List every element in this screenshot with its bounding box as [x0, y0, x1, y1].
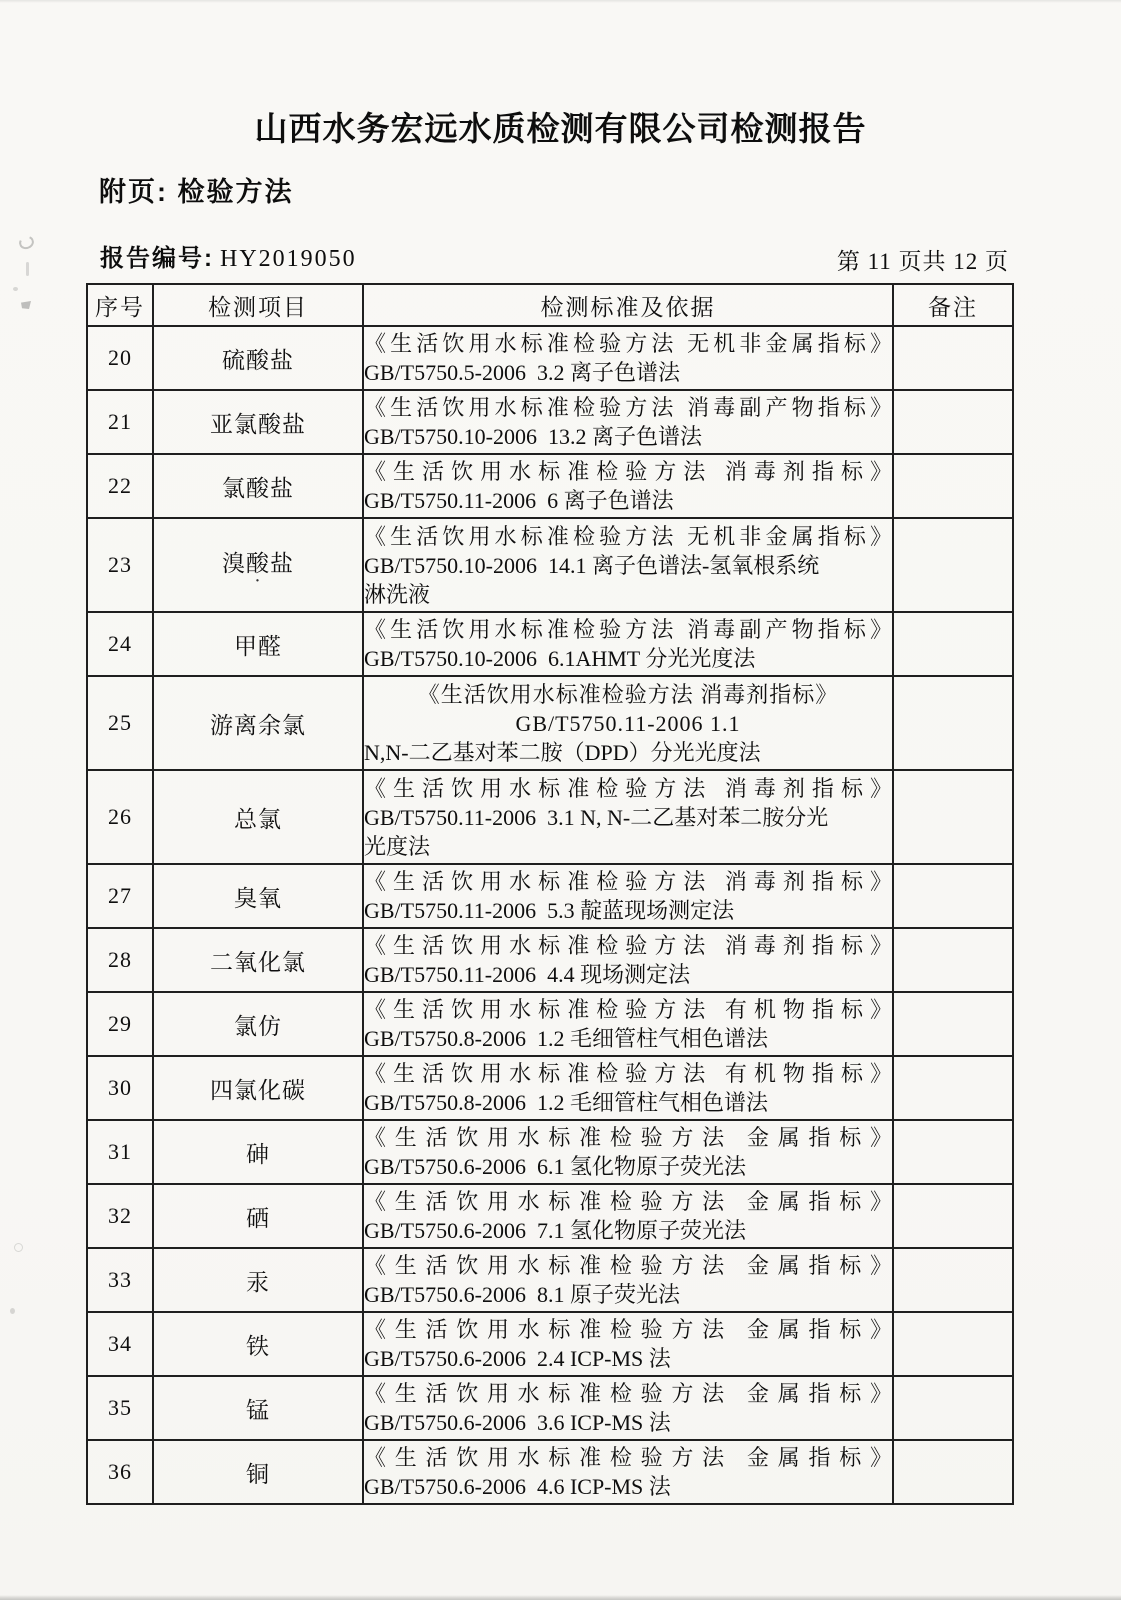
method-standard-line: 《生活饮用水标准检验方法 金属指标》 [364, 1317, 892, 1342]
report-number [100, 238, 357, 273]
page-indicator: 第 11 页共 12 页 [836, 249, 1009, 274]
table-row [87, 1440, 1013, 1504]
test-item-name: 锰 [246, 1397, 270, 1423]
method-standard-line: 《生活饮用水标准检验方法 消毒剂指标》 [364, 869, 892, 894]
col-header-seq: 序号 [87, 284, 153, 326]
row-number-cell: 30 [87, 1056, 153, 1120]
method-standard-line: GB/T5750.6-2006 4.6 ICP-MS 法 [364, 1474, 671, 1499]
row-number-cell: 28 [87, 928, 153, 992]
remark-cell [893, 390, 1013, 454]
table-row [87, 1312, 1013, 1376]
scan-edge-shadow [0, 0, 1121, 3]
method-standard-line: GB/T5750.11-2006 6 离子色谱法 [364, 488, 674, 513]
test-item-cell [153, 992, 363, 1056]
col-header-remark: 备注 [893, 284, 1013, 326]
table-row [87, 928, 1013, 992]
method-standard-cell [363, 1120, 893, 1184]
method-standard-cell [363, 1376, 893, 1440]
remark-cell [893, 1248, 1013, 1312]
method-standard-line: GB/T5750.11-2006 4.4 现场测定法 [364, 962, 691, 987]
test-item-name: 硫酸盐 [222, 347, 294, 373]
remark-cell [893, 612, 1013, 676]
method-standard-line: 《生活饮用水标准检验方法 消毒副产物指标》 [364, 395, 892, 420]
col-header-standard: 检测标准及依据 [363, 284, 893, 326]
test-item-cell [153, 390, 363, 454]
test-item-cell [153, 454, 363, 518]
row-number-cell: 21 [87, 390, 153, 454]
test-item-name: 臭氧 [234, 885, 282, 911]
table-row [87, 1056, 1013, 1120]
method-standard-line: GB/T5750.5-2006 3.2 离子色谱法 [364, 360, 680, 385]
remark-cell [893, 864, 1013, 928]
table-header-row [87, 284, 1013, 326]
test-item-cell [153, 1376, 363, 1440]
test-item-cell [153, 928, 363, 992]
method-standard-cell [363, 864, 893, 928]
test-item-cell [153, 1120, 363, 1184]
row-number-cell: 23 [87, 518, 153, 612]
method-standard-line: GB/T5750.10-2006 13.2 离子色谱法 [364, 424, 702, 449]
test-item-name: 甲醛 [234, 633, 282, 659]
table-row [87, 454, 1013, 518]
method-standard-line: 《生活饮用水标准检验方法 有机物指标》 [364, 997, 892, 1022]
remark-cell [893, 518, 1013, 612]
test-item-name: 总氯 [234, 806, 282, 832]
scan-artifact-speck [10, 1308, 15, 1314]
test-item-cell [153, 770, 363, 864]
method-standard-line: 《生活饮用水标准检验方法 金属指标》 [364, 1189, 892, 1214]
row-number-cell: 25 [87, 676, 153, 770]
col-header-item: 检测项目 [153, 284, 363, 326]
scan-artifact-speck [26, 262, 29, 276]
method-standard-cell [363, 390, 893, 454]
method-standard-line: GB/T5750.6-2006 7.1 氢化物原子荧光法 [364, 1218, 746, 1243]
method-standard-line: 《生活饮用水标准检验方法 金属指标》 [364, 1125, 892, 1150]
scan-artifact-dot: · [254, 569, 262, 592]
remark-cell [893, 1312, 1013, 1376]
method-standard-line: 《生活饮用水标准检验方法 无机非金属指标》 [364, 523, 892, 549]
test-item-name: 汞 [246, 1269, 270, 1295]
row-number-cell: 32 [87, 1184, 153, 1248]
method-standard-cell [363, 518, 893, 612]
scan-edge-shadow [0, 1595, 1121, 1600]
row-number-cell: 36 [87, 1440, 153, 1504]
method-standard-cell [363, 1312, 893, 1376]
method-standard-line: 《生活饮用水标准检验方法 消毒剂指标》 [364, 775, 892, 801]
test-item-name: 砷 [246, 1141, 270, 1167]
method-standard-cell [363, 770, 893, 864]
row-number-cell: 34 [87, 1312, 153, 1376]
method-standard-cell [363, 612, 893, 676]
method-standard-cell [363, 454, 893, 518]
row-number-cell: 26 [87, 770, 153, 864]
test-item-cell [153, 518, 363, 612]
method-standard-line: GB/T5750.11-2006 3.1 N, N-二乙基对苯二胺分光 [364, 804, 829, 830]
table-row [87, 1248, 1013, 1312]
test-item-name: 溴酸盐 [222, 550, 294, 576]
table-row [87, 518, 1013, 612]
test-item-cell [153, 612, 363, 676]
table-row [87, 676, 1013, 770]
methods-table [86, 283, 1014, 1505]
method-standard-line: GB/T5750.8-2006 1.2 毛细管柱气相色谱法 [364, 1026, 768, 1051]
test-item-name: 氯仿 [234, 1013, 282, 1039]
remark-cell [893, 1120, 1013, 1184]
method-standard-cell [363, 1184, 893, 1248]
method-standard-line: 《生活饮用水标准检验方法 金属指标》 [364, 1381, 892, 1406]
method-standard-line: 《生活饮用水标准检验方法 消毒剂指标》 [417, 681, 839, 707]
method-standard-line: GB/T5750.10-2006 14.1 离子色谱法-氢氧根系统 [364, 552, 820, 578]
method-standard-line: 《生活饮用水标准检验方法 有机物指标》 [364, 1061, 892, 1086]
method-standard-line: 《生活饮用水标准检验方法 金属指标》 [364, 1253, 892, 1278]
remark-cell [893, 1440, 1013, 1504]
table-row [87, 864, 1013, 928]
scan-artifact-speck [21, 301, 31, 309]
method-standard-cell [363, 992, 893, 1056]
test-item-cell [153, 1248, 363, 1312]
test-item-name: 铜 [246, 1461, 270, 1487]
table-row [87, 1184, 1013, 1248]
method-standard-line: GB/T5750.6-2006 8.1 原子荧光法 [364, 1282, 680, 1307]
row-number-cell: 22 [87, 454, 153, 518]
table-row [87, 390, 1013, 454]
row-number-cell: 31 [87, 1120, 153, 1184]
appendix-subtitle: 附页: 检验方法 [99, 177, 294, 207]
remark-cell [893, 676, 1013, 770]
test-item-name: 氯酸盐 [222, 475, 294, 501]
report-title: 山西水务宏远水质检测有限公司检测报告 [254, 110, 867, 147]
method-standard-line: 《生活饮用水标准检验方法 无机非金属指标》 [364, 331, 892, 356]
method-standard-line: 《生活饮用水标准检验方法 金属指标》 [364, 1445, 892, 1470]
row-number-cell: 24 [87, 612, 153, 676]
table-row [87, 1120, 1013, 1184]
scan-artifact-speck [13, 287, 18, 291]
table-row [87, 1376, 1013, 1440]
method-standard-line: GB/T5750.11-2006 5.3 靛蓝现场测定法 [364, 898, 735, 923]
method-standard-cell [363, 1440, 893, 1504]
method-standard-line: GB/T5750.6-2006 2.4 ICP-MS 法 [364, 1346, 671, 1371]
row-number-cell: 29 [87, 992, 153, 1056]
method-standard-line: 光度法 [364, 833, 431, 859]
remark-cell [893, 1376, 1013, 1440]
method-standard-cell [363, 326, 893, 390]
method-standard-line: 《生活饮用水标准检验方法 消毒副产物指标》 [364, 617, 892, 642]
method-standard-line: 淋洗液 [364, 581, 431, 607]
method-standard-line: 《生活饮用水标准检验方法 消毒剂指标》 [364, 933, 892, 958]
test-item-cell [153, 676, 363, 770]
row-number-cell: 33 [87, 1248, 153, 1312]
table-row [87, 992, 1013, 1056]
scan-artifact-speck [17, 234, 36, 251]
test-item-cell [153, 326, 363, 390]
remark-cell [893, 454, 1013, 518]
remark-cell [893, 928, 1013, 992]
method-standard-line: GB/T5750.6-2006 6.1 氢化物原子荧光法 [364, 1154, 746, 1179]
test-item-name: 铁 [246, 1333, 270, 1359]
method-standard-line: GB/T5750.11-2006 1.1 [515, 710, 741, 736]
method-standard-line: GB/T5750.8-2006 1.2 毛细管柱气相色谱法 [364, 1090, 768, 1115]
scan-artifact-speck [14, 1243, 23, 1252]
test-item-cell [153, 864, 363, 928]
test-item-cell [153, 1440, 363, 1504]
method-standard-cell [363, 1248, 893, 1312]
table-row [87, 770, 1013, 864]
method-standard-cell [363, 676, 893, 770]
remark-cell [893, 1056, 1013, 1120]
method-standard-line: GB/T5750.6-2006 3.6 ICP-MS 法 [364, 1410, 671, 1435]
test-item-name: 硒 [246, 1205, 270, 1231]
remark-cell [893, 1184, 1013, 1248]
table-row [87, 326, 1013, 390]
test-item-name: 亚氯酸盐 [210, 411, 306, 437]
report-number-label: 报告编号: [100, 245, 214, 272]
method-standard-line: N,N-二乙基对苯二胺（DPD）分光光度法 [364, 739, 761, 765]
test-item-name: 二氧化氯 [210, 949, 306, 975]
row-number-cell: 35 [87, 1376, 153, 1440]
remark-cell [893, 770, 1013, 864]
method-standard-line: GB/T5750.10-2006 6.1AHMT 分光光度法 [364, 646, 756, 671]
test-item-cell [153, 1184, 363, 1248]
remark-cell [893, 326, 1013, 390]
method-standard-cell [363, 928, 893, 992]
report-number-value: HY2019050 [220, 246, 357, 272]
method-standard-line: 《生活饮用水标准检验方法 消毒剂指标》 [364, 459, 892, 484]
test-item-name: 游离余氯 [210, 712, 306, 738]
test-item-cell [153, 1312, 363, 1376]
test-item-cell [153, 1056, 363, 1120]
table-row [87, 612, 1013, 676]
test-item-name: 四氯化碳 [210, 1077, 306, 1103]
row-number-cell: 27 [87, 864, 153, 928]
method-standard-cell [363, 1056, 893, 1120]
remark-cell [893, 992, 1013, 1056]
row-number-cell: 20 [87, 326, 153, 390]
